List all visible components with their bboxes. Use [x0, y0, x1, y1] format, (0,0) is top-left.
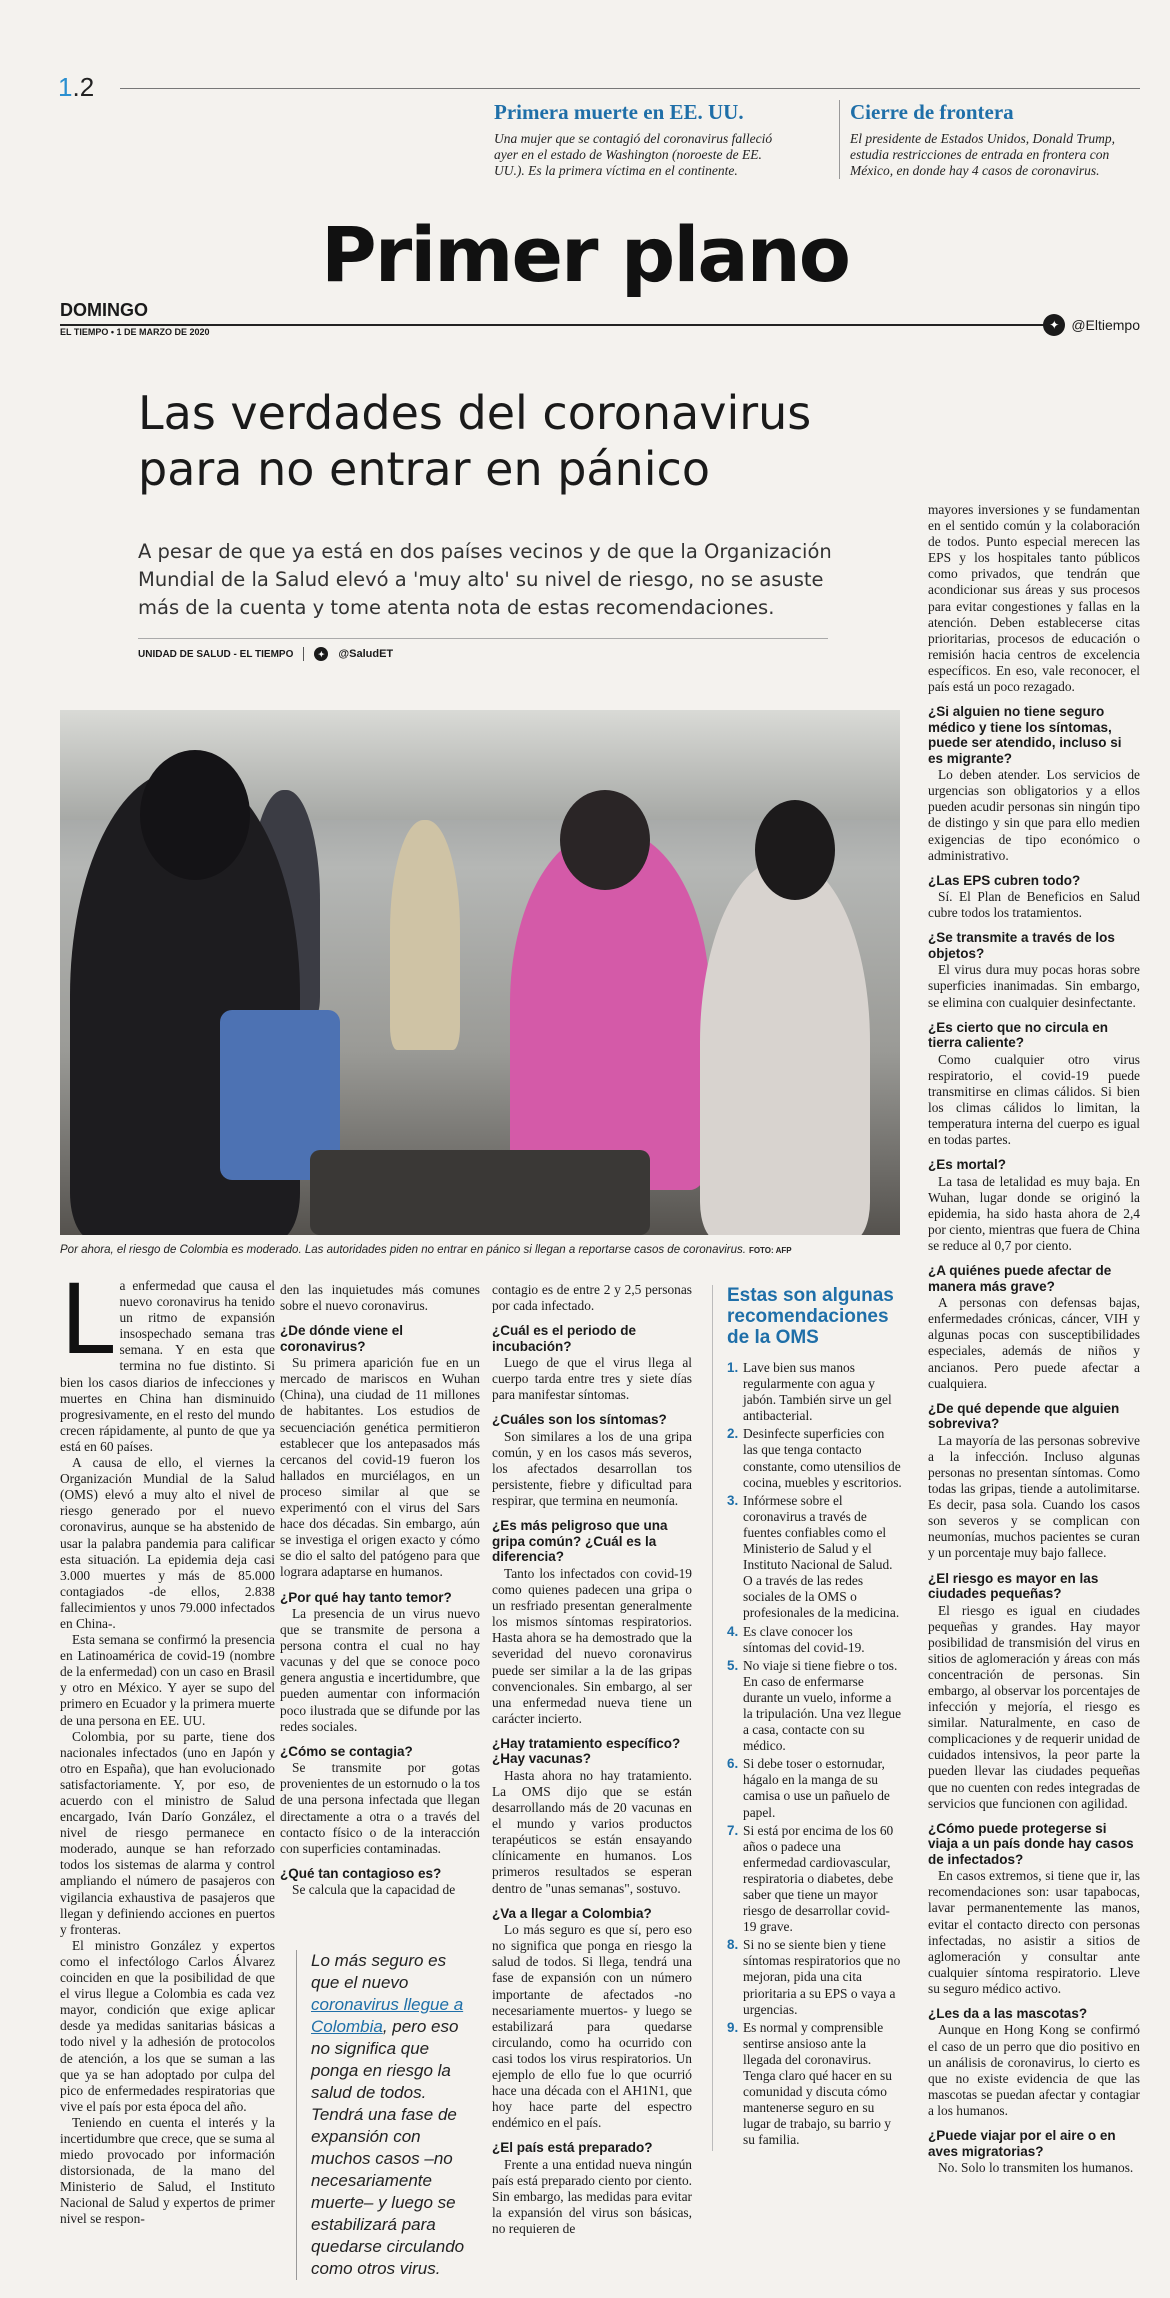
paragraph: El virus dura muy pocas horas sobre superficies inanimadas. Sin embargo, se elimina con cualquier desinfectante.: [928, 962, 1140, 1010]
article-column-3: [492, 1282, 692, 2237]
photo-credit: FOTO: AFP: [748, 1246, 792, 1255]
byline: [138, 638, 828, 661]
oms-item-number: 6.: [727, 1756, 739, 1772]
question-heading: ¿De qué depende que alguien sobreviva?: [928, 1400, 1120, 1432]
byline-author: UNIDAD DE SALUD - EL TIEMPO: [138, 648, 294, 660]
photo-figure-background: [390, 820, 460, 1050]
article-dek: A pesar de que ya está en dos países vecinos y de que la Organización Mundial de la Salud elevó a 'muy alto' su nivel de riesgo, no se asuste más de la cuenta y tome atenta nota de estas recomendaciones.: [138, 540, 832, 619]
paragraph: Aunque en Hong Kong se confirmó el caso de un perro que dio positivo en un análisis de coronavirus, lo cierto es que no existe evidencia de que las mascotas se puedan afectar y contagiar a los humanos.: [928, 2022, 1140, 2118]
oms-item-text: Es clave conocer los síntomas del covid-19.: [743, 1623, 865, 1655]
top-rule: [120, 88, 1140, 89]
oms-item-text: Si debe toser o estornudar, hágalo en la manga de su camisa o use un pañuelo de papel.: [743, 1756, 890, 1820]
paragraph: contagio es de entre 2 y 2,5 personas por cada infectado.: [492, 1282, 692, 1314]
paragraph: Su primera aparición fue en un mercado de mariscos en Wuhan (China), una ciudad de 11 millones de habitantes. Los estudios de secuenciación genética permitieron establecer que los antepasados más cercanos del covid-19 fueron los hallados en murciélagos, en un proceso similar al que se experimentó con el virus del Sars hace dos décadas. Sin embargo, aún se investiga el origen exacto y cómo se dio el salto del patógeno para que lograra adaptarse en humanos.: [280, 1355, 480, 1580]
oms-item: [727, 1624, 902, 1656]
paragraph: Tanto los infectados con covid-19 como quienes padecen una gripa o un resfriado presentan generalmente los mismos síntomas respiratorios. Hasta ahora se ha demostrado que la severidad del nuevo coronavirus puede ser similar a la de las gripas convencionales. Sin embargo, al ser una enfermedad nueva tiene un carácter incierto.: [492, 1565, 692, 1726]
question-heading: ¿Se transmite a través de los objetos?: [928, 930, 1115, 961]
paragraph: Colombia, por su parte, tiene dos nacionales infectados (uno en Japón y otro en España), que han evolucionado satisfactoriamente. Y, por eso, de acuerdo con el ministro de Salud encargado, Iván Darío González, el nivel de riesgo permanece en moderado, aunque se han reforzado todos los sistemas de alarma y control ampliando el número de pasajeros con vigilancia exhaustiva de pasajeros que llegan y definiendo acciones en puertos y fronteras.: [60, 1728, 275, 1937]
paragraph: La tasa de letalidad es muy baja. En Wuhan, lugar donde se originó la epidemia, ha sido hasta ahora de 2,4 por ciento, mientras que fuera de China se reduce al 0,7 por ciento.: [928, 1173, 1140, 1254]
paragraph: A causa de ello, el viernes la Organización Mundial de la Salud (OMS) elevó a muy alto el nivel de riesgo generado por el nuevo coronavirus, aunque se ha abstenido de usar la palabra pandemia para calificar esta situación. La epidemia deja casi 3.000 muertes y más de 85.000 contagiados -de ellos, 2.838 fallecimientos y unos 79.000 infectados en China-.: [60, 1455, 275, 1631]
question-heading: ¿Es cierto que no circula en tierra caliente?: [928, 1019, 1109, 1051]
paragraph: Frente a una entidad nueva ningún país está preparado ciento por ciento. Sin embargo, las medidas para evitar la expansión del virus son básicas, no requieren de: [492, 2156, 692, 2237]
paragraph: Como cualquier otro virus respiratorio, el covid-19 puede transmitirse en climas cálidos. Si bien los climas cálidos lo limitan, la temperatura interna del cuerpo es igual en todas partes.: [928, 1051, 1140, 1148]
paragraph: El riesgo es igual en ciudades pequeñas y grandes. Hay mayor posibilidad de transmisión del virus en sitios de aglomeración y áreas con más concentración de personas. Sin embargo, al observar los porcentajes de infección y mejoría, el riesgo es similar. Naturalmente, en caso de complicaciones y de requerir unidad de cuidados intensivos, la peor parte la pueden llevar las ciudades pequeñas que no cuenten con redes integradas de servicios que funcionen con agilidad.: [928, 1602, 1140, 1811]
question-heading: ¿Cuáles son los síntomas?: [492, 1412, 667, 1428]
photo-figure-masked: [700, 860, 870, 1235]
oms-item-number: 5.: [727, 1657, 739, 1673]
oms-item-text: Infórmese sobre el coronavirus a través de fuentes confiables como el Ministerio de Salud y el Instituto Nacional de Salud. O a través de las redes sociales de la OMS o profesionales de la medicina.: [743, 1492, 900, 1621]
article-photo[interactable]: [60, 710, 900, 1235]
photo-figure-head: [560, 790, 650, 890]
paragraph: El ministro González y expertos como el infectólogo Carlos Álvarez coinciden en que la posibilidad de que el virus llegue a Colombia es cada vez mayor, condición que exige aplicar desde ya medidas sanitarias básicas a todo nivel y la adhesión de protocolos de atención, a los que se suman a las que ya se han adoptado por culpa del pico de enfermedades respiratorias que vive el país por esta época del año.: [60, 1937, 275, 2114]
oms-recommendations-box: [712, 1285, 902, 2151]
paragraph: En casos extremos, si tiene que ir, las recomendaciones son: usar tapabocas, lavar permanentemente las manos, evitar el contacto directo con personas infectadas, no asistir a sitios de aglomeración y consultar ante cualquier síntoma respiratorio. Lleve su seguro médico activo.: [928, 1868, 1140, 1996]
dropcap: L: [60, 1264, 114, 1376]
question-heading: ¿Es mortal?: [928, 1157, 1007, 1173]
oms-item: [727, 1823, 902, 1936]
paragraph: Luego de que el virus llega al cuerpo tarda entre tres y siete días para manifestar síntomas.: [492, 1355, 692, 1403]
byline-divider: [303, 647, 304, 661]
photo-caption: [60, 1244, 900, 1256]
twitter-bird-icon: ✦: [314, 647, 328, 661]
paragraph: Se transmite por gotas provenientes de un estornudo o la tos de una persona infectada que llegan directamente a otra o a través del contacto físico o de la interacción con superficies contaminadas.: [280, 1760, 480, 1856]
question-heading: ¿Cuál es el periodo de incubación?: [492, 1323, 637, 1354]
photo-figure-head: [755, 800, 835, 900]
question-heading: ¿Es más peligroso que una gripa común? ¿Cuál es la diferencia?: [492, 1518, 668, 1565]
article-column-1: [60, 1264, 275, 2228]
teaser-text: Una mujer que se contagió del coronavirus falleció ayer en el estado de Washington (noroeste de EE. UU.). Es la primera víctima en el continente.: [494, 131, 773, 178]
paragraph: Hasta ahora no hay tratamiento. La OMS dijo que se están desarrollando más de 20 vacunas en el mundo y varios productos terapéuticos se están ensayando clínicamente en humanos. Los primeros resultados se esperan dentro de "unas semanas", sostuvo.: [492, 1767, 692, 1896]
paragraph: Lo más seguro es que sí, pero eso no significa que ponga en riesgo la salud de todos. Si llega, tendrá una fase de expansión con un número importante de afectados -no necesariamente muertos- y luego se estabilizará para quedarse circulando, como ha ocurrido con casi todos los virus respiratorios. Un ejemplo de ello fue lo que ocurrió hace una década con el AH1N1, que hoy hace parte del espectro endémico en el país.: [492, 1922, 692, 2131]
oms-item-number: 7.: [727, 1822, 739, 1838]
page-number: 1.2: [58, 72, 95, 102]
oms-item-number: 2.: [727, 1426, 739, 1442]
question-heading: ¿Por qué hay tanto temor?: [280, 1589, 452, 1605]
header-rule: [60, 324, 1050, 326]
paragraph: Lo deben atender. Los servicios de urgencias son obligatorios y a ellos pueden acudir personas sin ningún tipo de distingo y sin que para ello medien exigencias de tipo económico o administrativo.: [928, 767, 1140, 863]
paragraph: No. Solo lo transmiten los humanos.: [938, 2160, 1134, 2176]
oms-box-title: Estas son algunas recomendaciones de la OMS: [727, 1285, 894, 1348]
question-heading: ¿El riesgo es mayor en las ciudades pequeñas?: [928, 1570, 1099, 1601]
oms-item: [727, 1360, 902, 1424]
paragraph: La mayoría de las personas sobrevive a la infección. Incluso algunas personas no presentan síntomas. Como todas las gripas, tiende a autolimitarse. Es decir, pasa sola. Cuando los casos son severos y se complican con neumonías, muchos pacientes se curan y un porcentaje muy bajo fallece.: [928, 1432, 1140, 1561]
oms-item-number: 4.: [727, 1623, 739, 1639]
teaser-text: El presidente de Estados Unidos, Donald Trump, estudia restricciones de entrada en frontera con México, en donde hay 4 casos de coronavirus.: [850, 131, 1115, 178]
twitter-handle-text: @Eltiempo: [1071, 317, 1140, 333]
article-column-4: [928, 502, 1140, 2176]
pull-quote: [296, 1950, 471, 2280]
paragraph: Son similares a los de una gripa común, y en los casos más severos, los afectados desarrollan tos persistente, fiebre y dificultad para respirar, que termina en neumonía.: [492, 1428, 692, 1509]
paragraph: mayores inversiones y se fundamentan en el sentido común y la colaboración de todos. Punto especial merecen las EPS y los hospitales tanto públicos como privados, que tendrán que acondicionar sus áreas y sus procesos para evitar congestiones y fallas en la atención. Deben establecerse citas prioritarias, procesos de educación o remisión hacia centros de excelencia específicos. En eso, vale reconocer, el país está un poco rezagado.: [928, 502, 1140, 695]
oms-item-number: 3.: [727, 1492, 739, 1508]
pull-quote-text: , pero eso no significa que ponga en riesgo la salud de todos. Tendrá una fase de expansión con muchos casos –no necesariamente muerte– y luego se estabilizará para quedarse circulando como otros virus.: [311, 2017, 465, 2278]
paragraph: Se calcula que la capacidad de: [292, 1882, 456, 1898]
question-heading: ¿Cómo se contagia?: [280, 1743, 413, 1759]
question-heading: ¿Les da a las mascotas?: [928, 2005, 1088, 2021]
question-heading: ¿Va a llegar a Colombia?: [492, 1905, 652, 1921]
question-heading: ¿Hay tratamiento específico? ¿Hay vacunas?: [492, 1735, 681, 1767]
question-heading: ¿Puede viajar por el aire o en aves migratorias?: [928, 2128, 1116, 2159]
paragraph: Esta semana se confirmó la presencia en Latinoamérica de covid-19 (nombre de la enfermedad) con un caso en Brasil y otro en México. Y ayer se supo del primero en Ecuador y la primera muerte de una persona en EE. UU.: [60, 1632, 275, 1728]
teaser-title: Cierre de frontera: [850, 100, 1014, 124]
question-heading: ¿El país está preparado?: [492, 2140, 653, 2156]
oms-item-text: No viaje si tiene fiebre o tos. En caso de enfermarse durante un vuelo, informe a la tripulación. Una vez llegue a casa, contacte con su médico.: [743, 1657, 902, 1754]
pull-quote-text: Lo más seguro es que el nuevo: [311, 1951, 447, 1992]
photo-luggage: [310, 1150, 650, 1235]
byline-handle[interactable]: @SaludET: [338, 648, 394, 660]
oms-item: [727, 1937, 902, 2017]
paragraph: Teniendo en cuenta el interés y la incertidumbre que crece, que se suma al miedo provocado por información distorsionada, de la mano del Ministerio de Salud, el Instituto Nacional de Salud y expertos de primer nivel se respon-: [60, 2114, 275, 2227]
pull-quote-highlight[interactable]: coronavirus llegue a Colombia: [311, 1995, 464, 2036]
oms-item: [727, 1658, 902, 1755]
article-column-2: [280, 1282, 480, 1898]
caption-text: Por ahora, el riesgo de Colombia es moderado. Las autoridades piden no entrar en pánico si llegan a reportarse casos de coronavirus.: [60, 1244, 746, 1256]
paragraph: A personas con defensas bajas, enfermedades crónicas, cáncer, VIH y algunas pocas con susceptibilidades especiales, además de niños y ancianos. Pero puede afectar a cualquiera.: [928, 1295, 1140, 1391]
teaser-first-death[interactable]: [494, 100, 784, 179]
question-heading: ¿Las EPS cubren todo?: [928, 872, 1081, 888]
oms-item: [727, 1756, 902, 1820]
paragraph: a enfermedad que causa el nuevo coronavirus ha tenido un ritmo de expansión insospechado semana tras semana. Y en esta que termina no fue distinto. Si bien los casos diarios de infecciones y muertes en China han disminuido progresivamente, en el resto del mundo crecen rápidamente, al punto de que ya está en 60 países.: [60, 1278, 275, 1454]
oms-item-text: Es normal y comprensible sentirse ansioso ante la llegada del coronavirus. Tenga claro qué hacer en su comunidad y discuta cómo mantenerse seguro en su lugar de trabajo, su barrio y su familia.: [743, 2019, 892, 2148]
edition-date: EL TIEMPO • 1 DE MARZO DE 2020: [60, 327, 210, 337]
oms-list: [727, 1360, 902, 2149]
paragraph: Sí. El Plan de Beneficios en Salud cubre todos los tratamientos.: [928, 889, 1140, 921]
teaser-title: Primera muerte en EE. UU.: [494, 100, 744, 124]
oms-item: [727, 1493, 902, 1622]
oms-item-text: Desinfecte superficies con las que tenga contacto constante, como utensilios de cocina, muebles y escritorios.: [743, 1426, 902, 1490]
article-headline: Las verdades del coronavirus para no entrar en pánico: [138, 386, 812, 496]
lead-paragraph: [60, 1264, 275, 1455]
paragraph: La presencia de un virus nuevo que se transmite de persona a persona contra el cual no hay vacunas y del que se conoce poco genera angustia e incertidumbre, que pueden aumentar con información poco ilustrada que se difunde por las redes sociales.: [280, 1606, 480, 1734]
question-heading: ¿De dónde viene el coronavirus?: [280, 1323, 404, 1354]
question-heading: ¿A quiénes puede afectar de manera más grave?: [928, 1263, 1112, 1294]
question-heading: ¿Qué tan contagioso es?: [280, 1865, 442, 1881]
question-heading: ¿Cómo puede protegerse si viaja a un país donde hay casos de infectados?: [928, 1820, 1134, 1867]
twitter-handle[interactable]: [1043, 314, 1140, 336]
paragraph: den las inquietudes más comunes sobre el nuevo coronavirus.: [280, 1282, 480, 1314]
oms-item-number: 8.: [727, 1937, 739, 1953]
oms-item-number: 1.: [727, 1360, 739, 1375]
section-title: Primer plano: [321, 210, 849, 299]
oms-item: [727, 1426, 902, 1490]
photo-figure-head: [140, 750, 250, 880]
oms-item-number: 9.: [727, 2019, 739, 2035]
oms-item-text: Lave bien sus manos regularmente con agua y jabón. También sirve un gel antibacterial.: [743, 1360, 892, 1424]
question-heading: ¿Si alguien no tiene seguro médico y tiene los síntomas, puede ser atendido, incluso si es migrante?: [928, 704, 1122, 766]
teaser-border-closure[interactable]: [839, 100, 1129, 179]
oms-item: [727, 2020, 902, 2149]
twitter-bird-icon: ✦: [1043, 314, 1065, 336]
edition-day: DOMINGO: [60, 300, 148, 320]
oms-item-text: Si está por encima de los 60 años o padece una enfermedad cardiovascular, respiratoria o diabetes, debe saber que tiene un mayor riesgo de desarrollar covid-19 grave.: [743, 1822, 894, 1935]
oms-item-text: Si no se siente bien y tiene síntomas respiratorios que no mejoran, pida una cita prioritaria a su EPS o vaya a urgencias.: [743, 1937, 901, 2017]
